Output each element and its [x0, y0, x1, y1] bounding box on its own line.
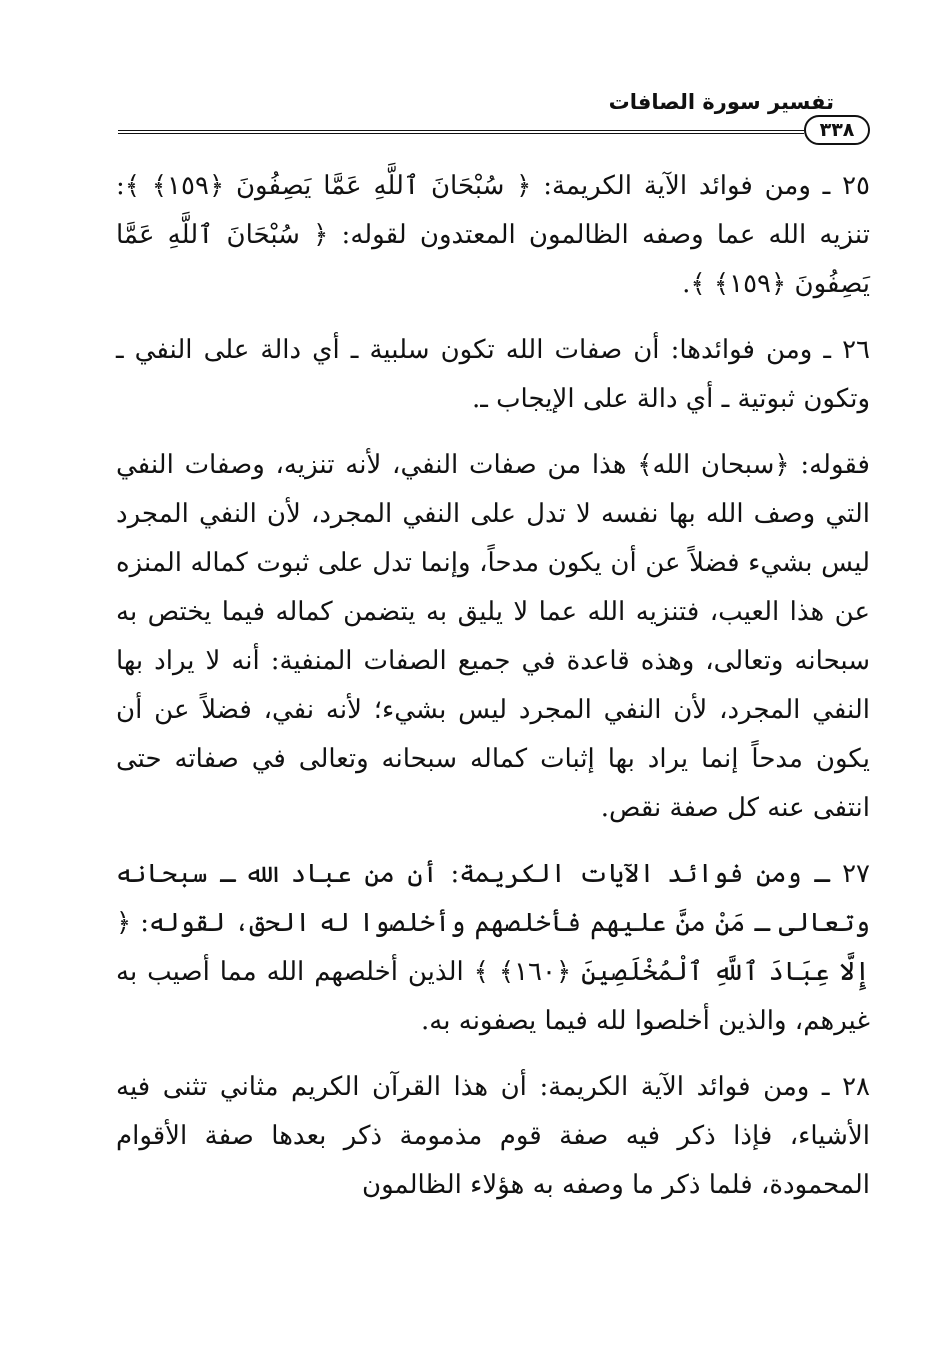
paragraph-explanation [116, 441, 870, 833]
page-number-badge [804, 115, 870, 145]
paragraph-text: ٢٥ ـ ومن فوائد الآية الكريمة: ﴿ سُبْحَانَ ٱللَّهِ عَمَّا يَصِفُونَ ﴿١٥٩﴾ ﴾: تنزيه الله عما وصفه الظالمون المعتدون لقوله: ﴿ سُبْحَانَ ٱللَّهِ عَمَّا يَصِفُونَ ﴿١٥٩﴾ ﴾. [116, 171, 871, 299]
paragraph-text: ٢٧ ـ ومن فوائد الآيات الكريمة: أن من عباد الله ـ سبحانه وتعالى ـ مَنْ منَّ عليهم فأخلصهم وأخلصوا له الحق، لقوله: ﴿ إِلَّا عِبَادَ ٱللَّهِ ٱلْمُخْلَصِينَ ﴿١٦٠﴾ ﴾ الذين أخلصهم الله مما أصيب به غيرهم، والذين أخلصوا لله فيما يصفونه به. [116, 859, 871, 1036]
running-header-title: تفسير سورة الصافات [608, 90, 834, 114]
paragraph-benefit-26 [116, 326, 870, 424]
header-rule-line-top [118, 130, 804, 131]
header-rule-line-bottom [118, 133, 804, 134]
header-rule [118, 130, 804, 134]
paragraph-text: ٢٨ ـ ومن فوائد الآية الكريمة: أن هذا القرآن الكريم مثاني تثنى فيه الأشياء، فإذا ذكر فيه صفة قوم مذمومة ذكر بعدها صفة الأقوام المحمودة، فلما ذكر ما وصفه به هؤلاء الظالمون [116, 1072, 870, 1200]
page-number: ٣٣٨ [819, 119, 855, 141]
paragraph-benefit-25 [116, 162, 870, 309]
paragraph-text: ٢٦ ـ ومن فوائدها: أن صفات الله تكون سلبية ـ أي دالة على النفي ـ وتكون ثبوتية ـ أي دالة على الإيجاب ـ. [116, 335, 870, 414]
paragraph-benefit-28 [116, 1063, 870, 1210]
body-text [116, 162, 870, 1210]
paragraph-text: فقوله: ﴿سبحان الله﴾ هذا من صفات النفي، لأنه تنزيه، وصفات النفي التي وصف الله بها نفسه لا تدل على النفي المجرد، لأن النفي المجرد ليس بشيء فضلاً عن أن يكون مدحاً، وإنما تدل على ثبوت كماله المنزه عن هذا العيب، فتنزيه الله عما لا يليق به يتضمن كماله فيما يختص به سبحانه وتعالى، وهذه قاعدة في جميع الصفات المنفية: أنه لا يراد بها النفي المجرد، لأن النفي المجرد ليس بشيء؛ لأنه نفي، فضلاً عن أن يكون مدحاً إنما يراد بها إثبات كماله سبحانه وتعالى في صفاته حتى انتفى عنه كل صفة نقص. [116, 450, 870, 823]
paragraph-benefit-27 [116, 850, 870, 1046]
